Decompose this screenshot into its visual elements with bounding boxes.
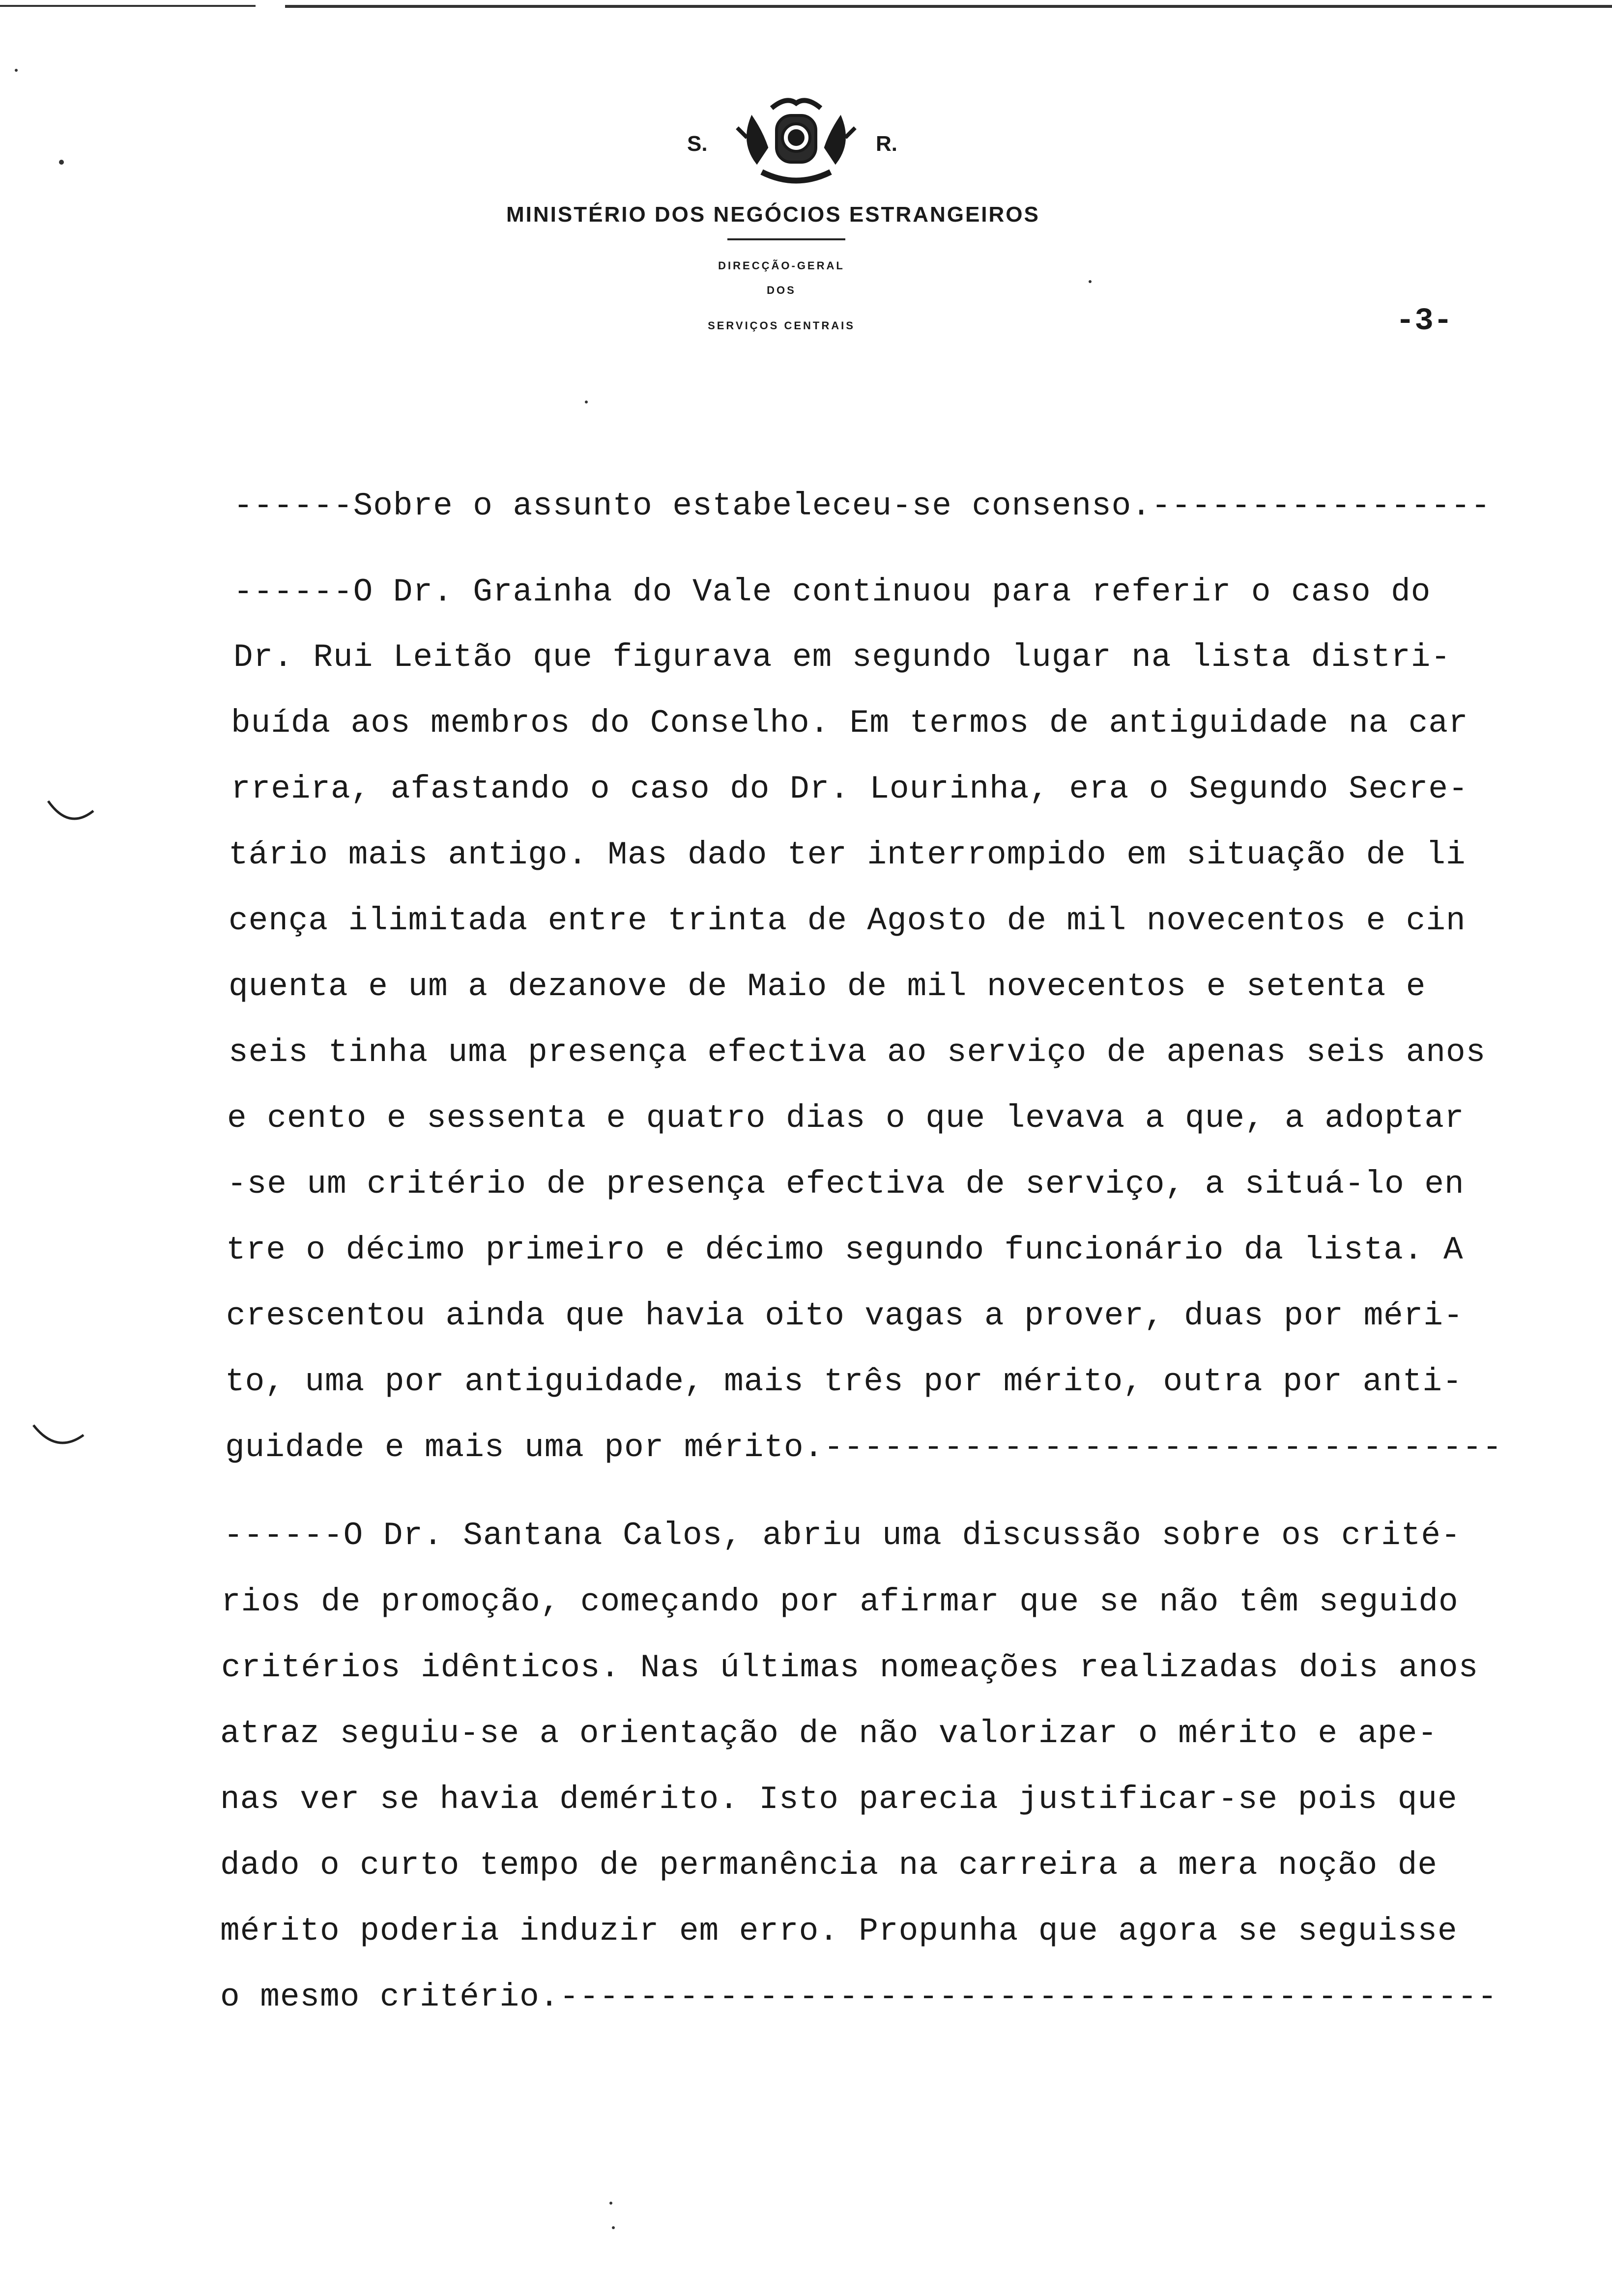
scan-speck [1089, 280, 1092, 283]
text-line: tre o décimo primeiro e décimo segundo funcionário da lista. A [226, 1232, 1464, 1268]
department-line-1: DIRECÇÃO-GERAL [718, 259, 845, 272]
text-line: guidade e mais uma por mérito.---------------------------------- [225, 1429, 1502, 1466]
text-line: critérios idênticos. Nas últimas nomeações realizadas dois anos [221, 1649, 1479, 1686]
text-line: crescentou ainda que havia oito vagas a prover, duas por méri- [226, 1297, 1464, 1334]
page-number: -3- [1396, 304, 1453, 339]
text-line: to, uma por antiguidade, mais três por mérito, outra por anti- [225, 1363, 1463, 1400]
department-line-2: DOS [767, 284, 796, 296]
punch-hole-mark-upper [44, 796, 98, 831]
text-line: dado o curto tempo de permanência na carreira a mera noção de [220, 1847, 1438, 1884]
scan-speck [609, 2202, 612, 2205]
text-line: -se um critério de presença efectiva de serviço, a situá-lo en [227, 1166, 1465, 1203]
department-line-3: SERVIÇOS CENTRAIS [708, 319, 855, 332]
text-line: e cento e sessenta e quatro dias o que levava a que, a adoptar [227, 1100, 1465, 1137]
letterhead-letter-r: R. [876, 132, 897, 156]
scan-speck [15, 69, 18, 72]
text-line: rios de promoção, começando por afirmar que se não têm seguido [221, 1583, 1459, 1620]
text-line: cença ilimitada entre trinta de Agosto de mil novecentos e cin [229, 902, 1466, 939]
text-line: seis tinha uma presença efectiva ao serviço de apenas seis anos [229, 1034, 1486, 1071]
text-line: buída aos membros do Conselho. Em termos de antiguidade na car [231, 705, 1468, 742]
text-line: ------O Dr. Grainha do Vale continuou para referir o caso do [233, 574, 1431, 610]
text-line: o mesmo critério.----------------------------------------------- [220, 1979, 1497, 2015]
text-line: atraz seguiu-se a orientação de não valorizar o mérito e ape- [220, 1715, 1438, 1752]
text-line: rreira, afastando o caso do Dr. Lourinha, era o Segundo Secre- [231, 771, 1468, 807]
text-line: ------Sobre o assunto estabeleceu-se consenso.----------------- [233, 488, 1491, 524]
text-line: Dr. Rui Leitão que figurava em segundo lugar na lista distri- [233, 639, 1451, 676]
scan-speck [59, 160, 64, 165]
scan-speck [585, 401, 588, 403]
text-line: quenta e um a dezanove de Maio de mil novecentos e setenta e [229, 968, 1426, 1005]
text-line: ------O Dr. Santana Calos, abriu uma discussão sobre os crité- [224, 1517, 1461, 1554]
text-line: mérito poderia induzir em erro. Propunha que agora se seguisse [220, 1913, 1458, 1950]
scan-speck [612, 2226, 615, 2229]
punch-hole-mark-lower [29, 1420, 88, 1455]
text-line: nas ver se havia demérito. Isto parecia justificar-se pois que [220, 1781, 1458, 1818]
text-line: tário mais antigo. Mas dado ter interrompido em situação de li [229, 836, 1466, 873]
ministry-name: MINISTÉRIO DOS NEGÓCIOS ESTRANGEIROS [506, 202, 1040, 227]
letterhead-letter-s: S. [687, 132, 708, 156]
